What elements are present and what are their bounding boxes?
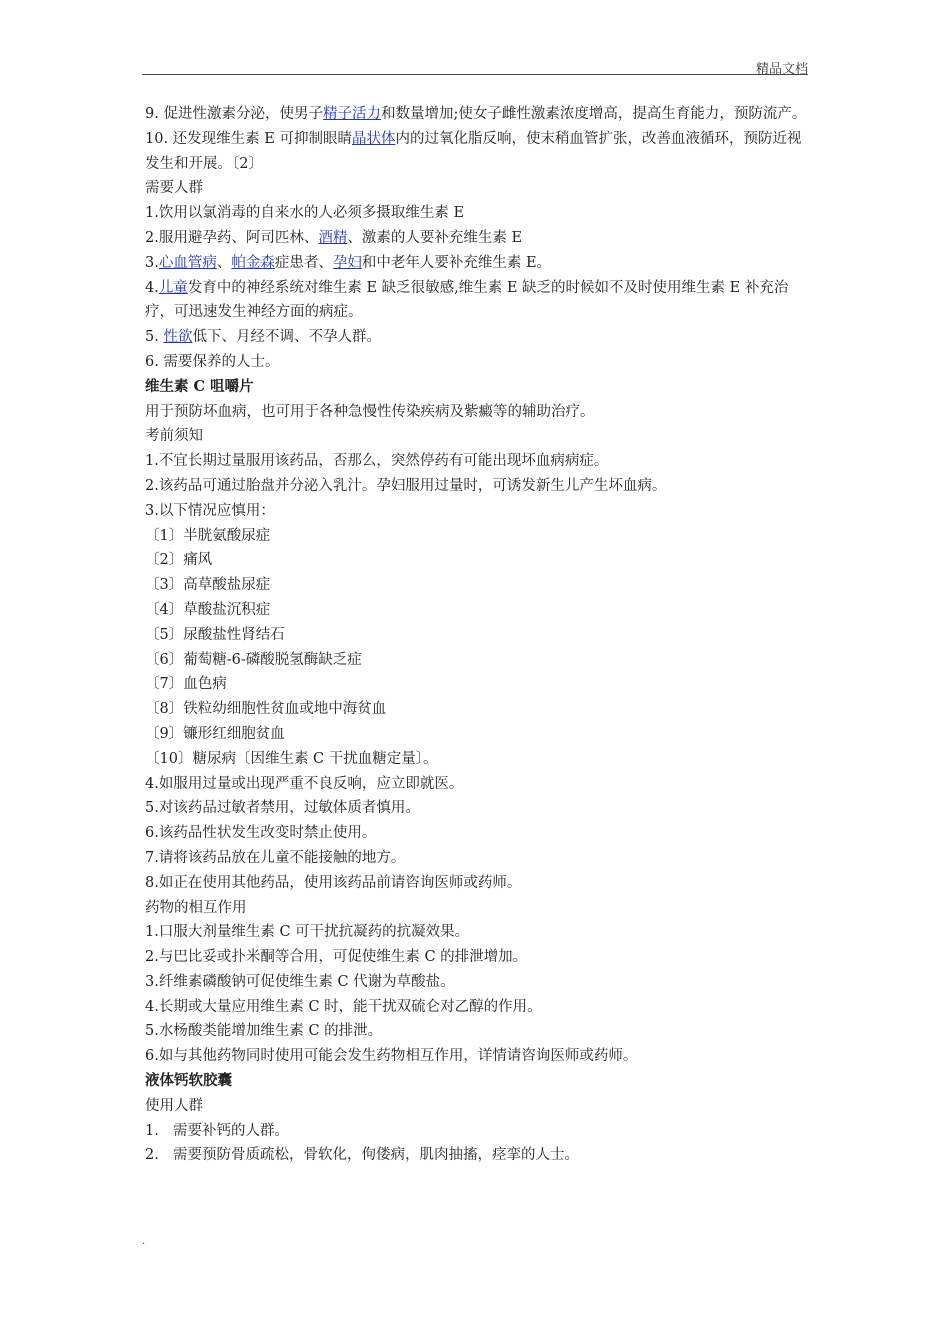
need-item-5: 5. 性欲低下、月经不调、不孕人群。	[145, 329, 381, 346]
section-need-title: 需要人群	[145, 180, 203, 197]
link-libido[interactable]: 性欲	[163, 329, 193, 346]
footer-mark: .	[142, 1236, 146, 1247]
interaction-item-1: 1.口服大剂量维生素 C 可干扰抗凝药的抗凝效果。	[145, 924, 470, 941]
interaction-item-3: 3.纤维素磷酸钠可促使维生素 C 代谢为草酸盐。	[145, 973, 455, 990]
notice-item-1: 1.不宜长期过量服用该药品，否那么，突然停药有可能出现坏血病病症。	[145, 453, 609, 470]
interaction-item-4: 4.长期或大量应用维生素 C 时，能干扰双硫仑对乙醇的作用。	[145, 998, 542, 1015]
caution-item-9: 〔9〕镰形红细胞贫血	[145, 725, 285, 742]
notice-item-6: 6.该药品性状发生改变时禁止使用。	[145, 825, 377, 842]
link-alcohol[interactable]: 酒精	[318, 229, 348, 246]
section-calcium-title: 液体钙软胶囊	[145, 1072, 232, 1090]
notice-item-5: 5.对该药品过敏者禁用，过敏体质者慎用。	[145, 800, 420, 817]
notice-item-3: 3.以下情况应慎用：	[145, 502, 275, 519]
caution-item-7: 〔7〕血色病	[145, 676, 227, 693]
notice-item-8: 8.如正在使用其他药品，使用该药品前请咨询医师或药师。	[145, 874, 522, 891]
caution-item-5: 〔5〕尿酸盐性肾结石	[145, 626, 285, 643]
link-children[interactable]: 儿童	[158, 279, 188, 296]
calcium-list-item: 2. 需要预防骨质疏松，骨软化，佝偻病，肌肉抽搐，痉挛的人士。	[145, 1147, 579, 1164]
link-cardiovascular[interactable]: 心血管病	[158, 254, 217, 271]
notice-item-7: 7.请将该药品放在儿童不能接触的地方。	[145, 849, 406, 866]
interaction-item-2: 2.与巴比妥或扑米酮等合用，可促使维生素 C 的排泄增加。	[145, 949, 528, 966]
header-label: 精品文档	[755, 62, 808, 77]
section-vitamin-c-title: 维生素 C 咀嚼片	[145, 377, 254, 395]
paragraph-10: 10. 还发现维生素 E 可抑制眼睛晶状体内的过氧化脂反响，使末稍血管扩张，改善血液循环，预防近视发生和开展。〔2〕	[145, 130, 802, 172]
document-body	[145, 102, 809, 1168]
caution-item-6: 〔6〕葡萄糖-6-磷酸脱氢酶缺乏症	[145, 651, 362, 668]
interaction-item-5: 5.水杨酸类能增加维生素 C 的排泄。	[145, 1023, 383, 1040]
link-sperm-vitality[interactable]: 精子活力	[322, 106, 381, 122]
section-interaction-title: 药物的相互作用	[145, 899, 247, 916]
need-item-2: 2.服用避孕药、阿司匹林、酒精、激素的人要补充维生素 E	[145, 229, 523, 246]
link-parkinson[interactable]: 帕金森	[231, 254, 275, 271]
caution-item-3: 〔3〕高草酸盐尿症	[145, 577, 271, 594]
notice-item-2: 2.该药品可通过胎盘并分泌入乳汁。孕妇服用过量时，可诱发新生儿产生坏血病。	[145, 477, 667, 494]
need-item-4: 4.儿童发育中的神经系统对维生素 E 缺乏很敏感,维生素 E 缺乏的时候如不及时使用维生素 E 补充治疗，可迅速发生神经方面的病症。	[145, 279, 789, 321]
caution-item-10: 〔10〕糖尿病〔因维生素 C 干扰血糖定量〕。	[145, 750, 438, 767]
interaction-item-6: 6.如与其他药物同时使用可能会发生药物相互作用，详情请咨询医师或药师。	[145, 1048, 638, 1065]
section-notice-title: 考前须知	[145, 428, 203, 445]
need-item-6: 6. 需要保养的人士。	[145, 353, 280, 370]
calcium-users-title: 使用人群	[145, 1097, 203, 1114]
notice-item-4: 4.如服用过量或出现严重不良反响，应立即就医。	[145, 775, 464, 792]
caution-item-1: 〔1〕半胱氨酸尿症	[145, 527, 271, 544]
header-rule	[142, 74, 808, 75]
need-item-3: 3.心血管病、帕金森症患者、孕妇和中老年人要补充维生素 E。	[145, 254, 552, 271]
caution-item-8: 〔8〕铁粒幼细胞性贫血或地中海贫血	[145, 701, 387, 718]
paragraph-9: 9. 促进性激素分泌，使男子精子活力和数量增加;使女子雌性激素浓度增高，提高生育能力，预防流产。	[145, 106, 807, 122]
vitamin-c-usage: 用于预防坏血病，也可用于各种急慢性传染疾病及紫癜等的辅助治疗。	[145, 403, 595, 420]
caution-item-4: 〔4〕草酸盐沉积症	[145, 601, 271, 618]
caution-item-2: 〔2〕痛风	[145, 552, 213, 569]
calcium-list-item: 1. 需要补钙的人群。	[145, 1122, 289, 1139]
link-lens[interactable]: 晶状体	[351, 130, 396, 147]
need-item-1: 1.饮用以氯消毒的自来水的人必须多摄取维生素 E	[145, 205, 465, 222]
link-pregnant[interactable]: 孕妇	[332, 254, 362, 271]
